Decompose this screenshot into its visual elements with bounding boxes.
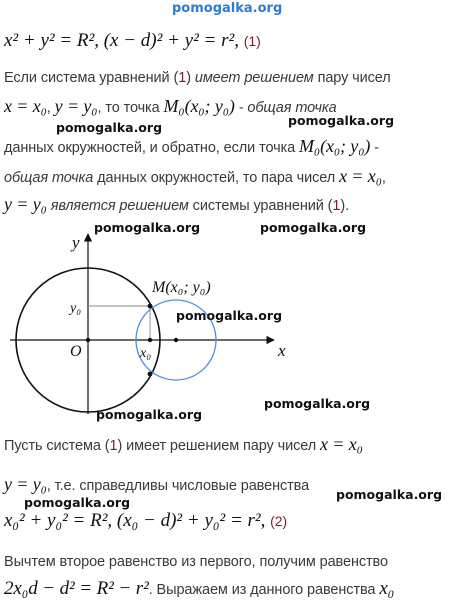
math-y-eq-y0: y = y₀ <box>4 474 47 494</box>
math-x-eq-x0: x = x₀ <box>339 166 382 186</box>
equation-1-number: (1) <box>243 33 261 49</box>
math-difference-equation: 2x₀d − d² = R² − r² <box>4 578 149 599</box>
equation-1 <box>4 30 261 52</box>
text: , т.е. справедливы числовые равенства <box>46 478 310 494</box>
paragraph-1-line-1 <box>4 70 391 86</box>
text: пару чисел <box>313 70 391 86</box>
math-y-eq-y0: y = y₀ <box>4 194 47 214</box>
label-x0: x₀ <box>140 346 152 361</box>
equation-2 <box>4 510 287 532</box>
point-x0 <box>148 338 152 342</box>
text: Если система уравнений ( <box>4 70 179 86</box>
watermark: pomogalka.org <box>264 396 371 411</box>
paragraph-1-line-5 <box>4 194 349 215</box>
text: ) имеет решением пару чисел <box>117 438 317 454</box>
point-center-small <box>174 338 178 342</box>
text: системы уравнений ( <box>188 198 333 214</box>
system-number: 1 <box>332 198 341 214</box>
math-point-m0: M₀(x₀; y₀) <box>299 136 371 156</box>
paragraph-1-line-2: x = x₀, y = y₀, то точка M₀(x₀; y₀) - общая точка <box>4 96 337 116</box>
paragraph-3-line-2 <box>4 578 394 600</box>
label-point-m: M(x₀; y₀) <box>152 279 211 296</box>
text: , то точка <box>97 100 160 116</box>
watermark: pomogalka.org <box>336 487 443 502</box>
italic-text: имеет решением <box>194 70 314 86</box>
equation-1-second: (x − d)² + y² = r² <box>103 30 235 51</box>
equation-2-second: (x₀ − d)² + y₀² = r² <box>116 510 261 531</box>
paragraph-1-line-4 <box>4 166 386 187</box>
circles-figure <box>0 228 452 428</box>
paragraph-2-line-1 <box>4 434 363 455</box>
text: ) <box>186 70 195 86</box>
italic-text: общая точка <box>4 170 94 186</box>
math-y-eq-y0: y = y₀ <box>54 96 98 116</box>
watermark: pomogalka.org <box>176 308 283 323</box>
paragraph-2-line-2 <box>4 474 309 495</box>
math-point-m0: M₀(x₀; y₀) <box>163 96 235 116</box>
equation-1-sep: , <box>94 30 99 51</box>
equation-1-sep-2: , <box>234 30 239 51</box>
text: Пусть система ( <box>4 438 110 454</box>
text: данных окружностей, то пара чисел <box>93 170 336 186</box>
label-y0: y₀ <box>70 301 82 316</box>
equation-2-first: x₀² + y₀² = R² <box>4 510 108 531</box>
italic-text: является решением <box>46 198 189 214</box>
watermark: pomogalka.org <box>94 220 201 235</box>
watermark: pomogalka.org <box>288 113 395 128</box>
text: . Выражаем из данного равенства <box>148 582 376 598</box>
label-y-axis: y <box>72 233 80 252</box>
watermark: pomogalka.org <box>24 495 131 510</box>
italic-text: - общая точка <box>234 100 337 116</box>
equation-2-sep-2: , <box>260 510 266 531</box>
watermark: pomogalka.org <box>96 407 203 422</box>
point-lower <box>148 372 153 377</box>
system-number: 1 <box>109 438 118 454</box>
text: ). <box>340 198 350 214</box>
text: данных окружностей, и обратно, если точка <box>4 140 296 156</box>
point-origin <box>86 338 90 342</box>
equation-2-sep: , <box>107 510 113 531</box>
watermark: pomogalka.org <box>56 120 163 135</box>
equation-2-number: (2) <box>270 513 288 529</box>
text: Вычтем второе равенство из первого, получим равенство <box>4 554 388 570</box>
label-origin: O <box>70 343 82 360</box>
system-number: 1 <box>178 70 187 86</box>
text: - <box>370 140 379 156</box>
label-x-axis: x <box>278 341 286 360</box>
paragraph-1-line-3 <box>4 136 379 157</box>
equation-1-first: x² + y² = R² <box>4 30 95 51</box>
point-m <box>148 304 153 309</box>
paragraph-3-line-1 <box>4 554 388 570</box>
text: , <box>381 170 386 186</box>
math-x-eq-x0: x = x₀ <box>320 434 363 454</box>
math-x0: x₀ <box>379 578 395 599</box>
watermark-top: pomogalka.org <box>172 1 283 16</box>
math-x-eq-x0: x = x₀ <box>4 96 47 116</box>
watermark: pomogalka.org <box>260 220 367 235</box>
